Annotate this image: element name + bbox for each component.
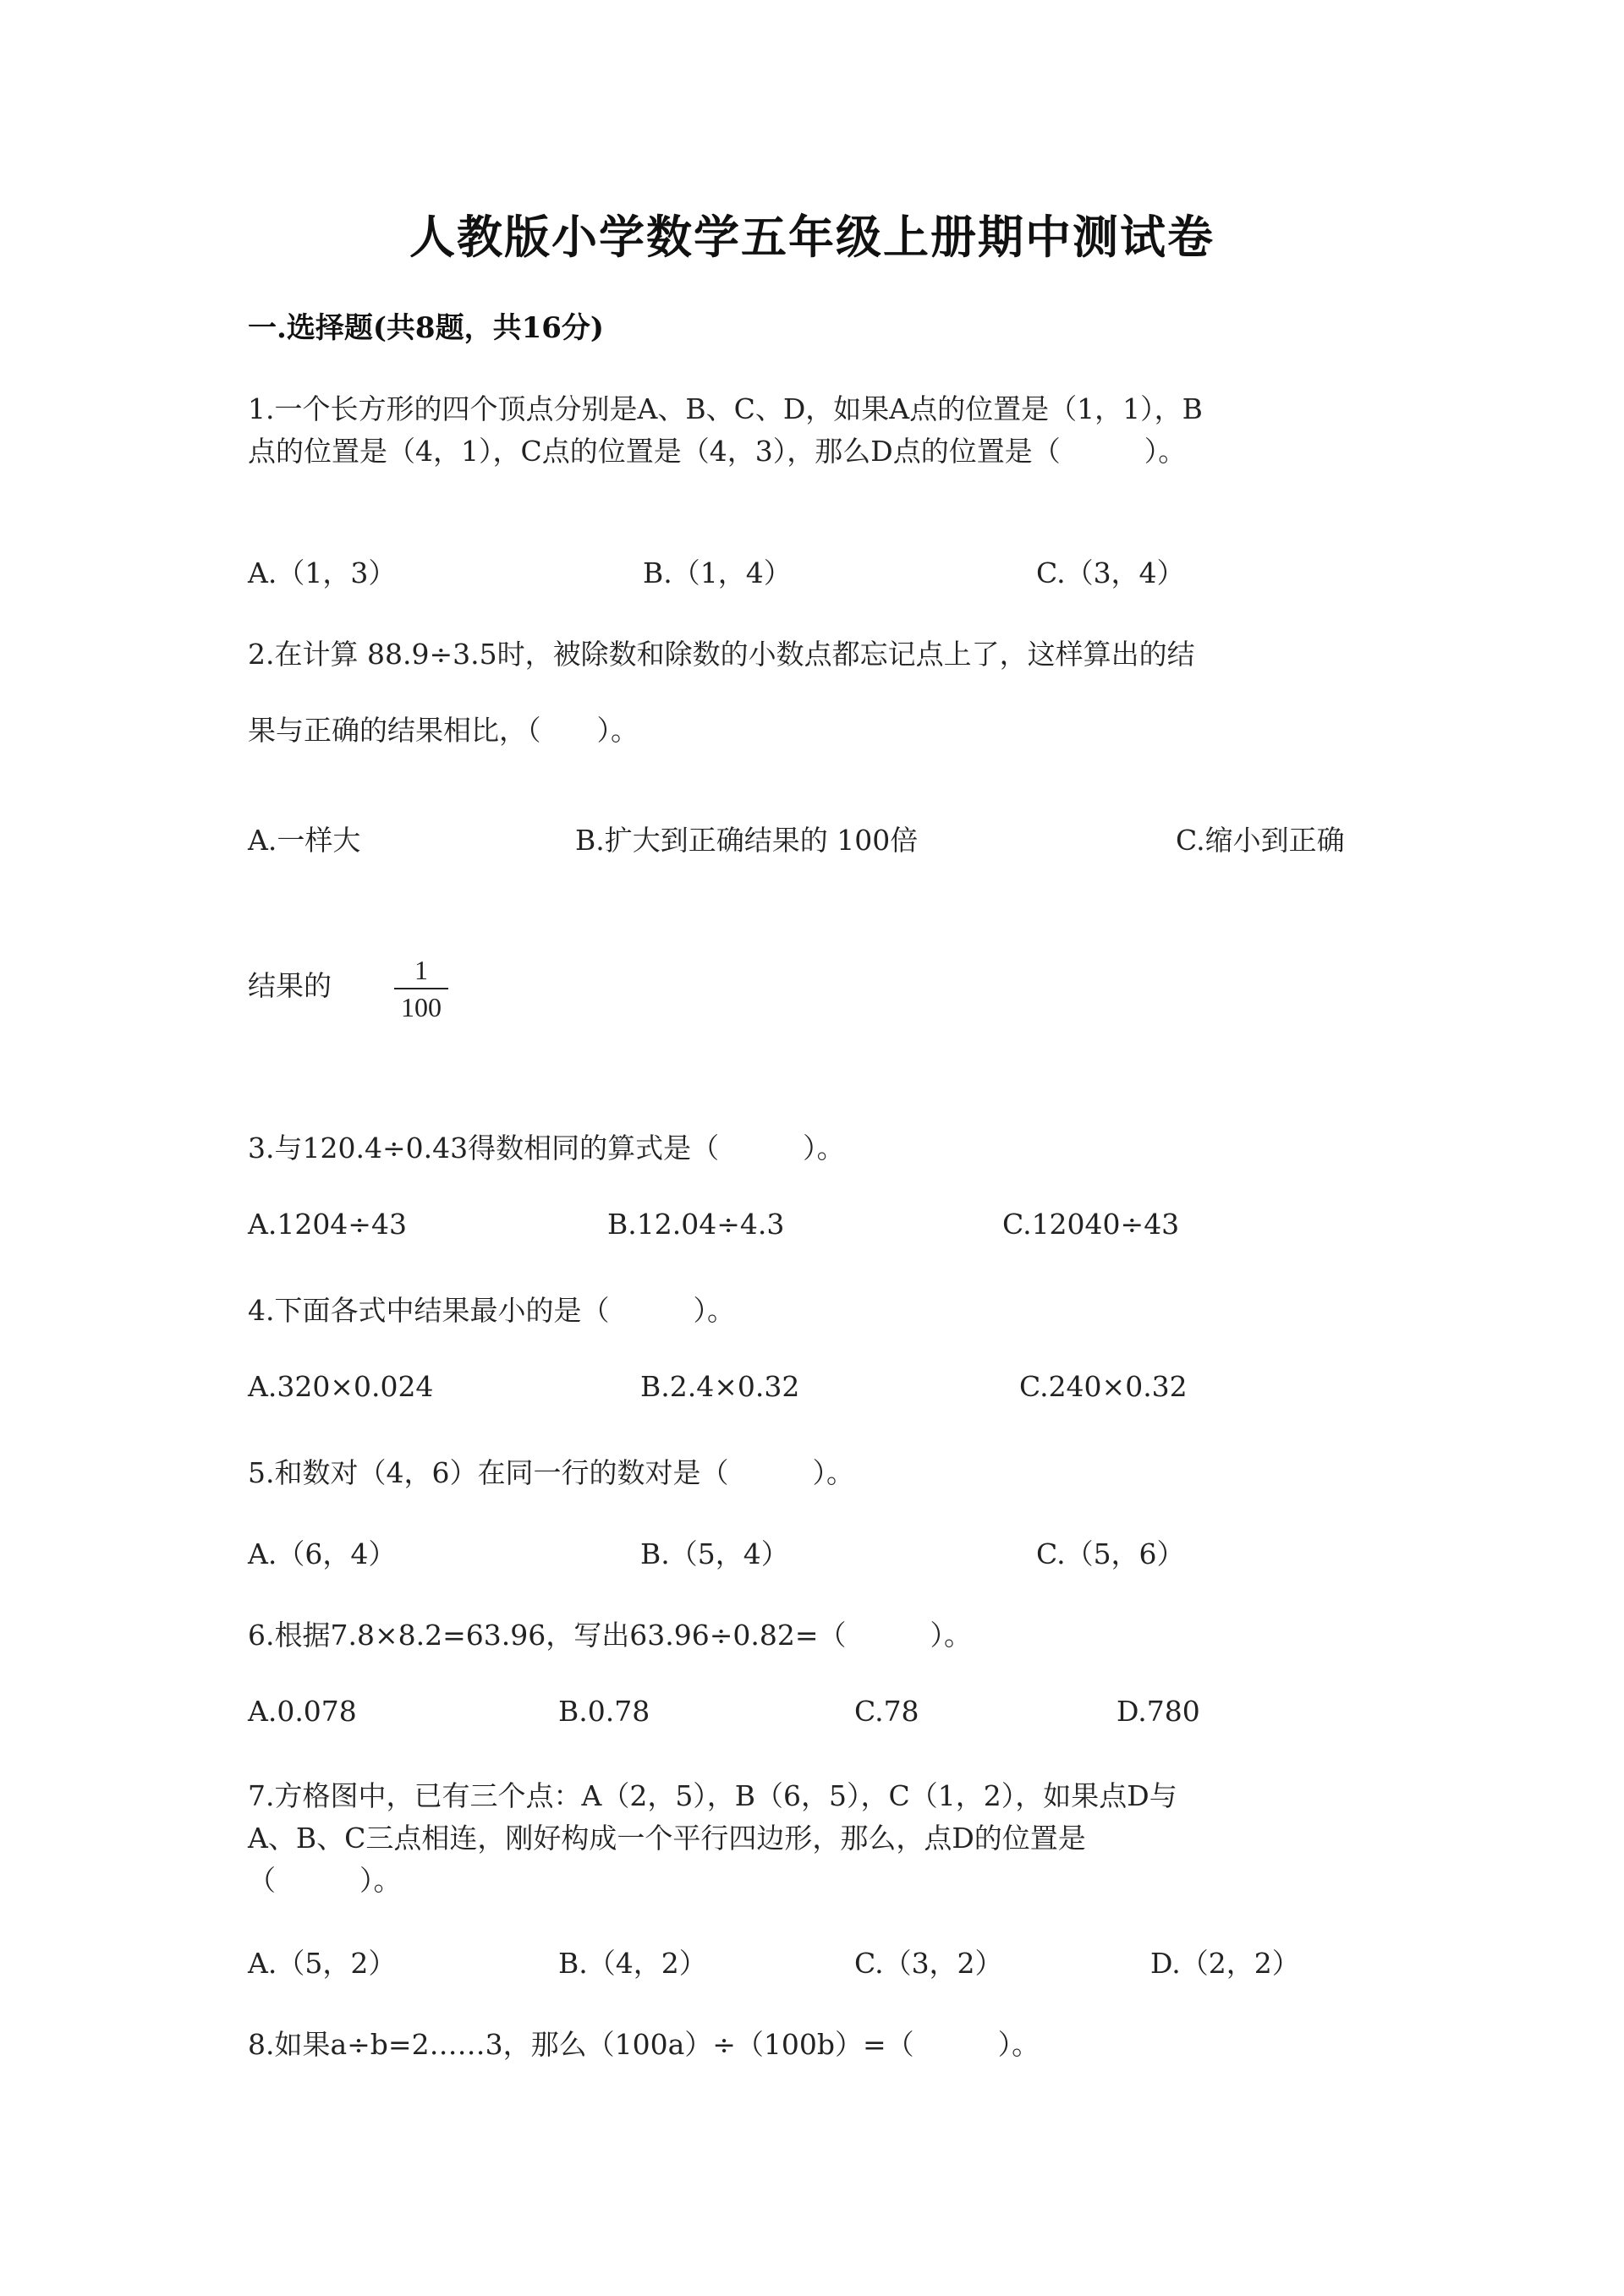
question-2-option-c-continuation: 结果的	[248, 969, 332, 1002]
question-4-option-b: B.2.4×0.32	[640, 1370, 800, 1403]
question-7-line-3: （ ）。	[248, 1864, 402, 1897]
question-4-option-c: C.240×0.32	[1019, 1370, 1188, 1403]
question-4-option-a: A.320×0.024	[248, 1370, 434, 1403]
question-8-line-1: 8.如果a÷b=2……3，那么（100a）÷（100b）=（ ）。	[248, 2028, 1040, 2061]
question-5-option-b: B.（5，4）	[640, 1537, 789, 1570]
question-6-option-b: B.0.78	[558, 1695, 650, 1728]
question-7-line-2: A、B、C三点相连，刚好构成一个平行四边形，那么，点D的位置是	[248, 1822, 1086, 1855]
page-title: 人教版小学数学五年级上册期中测试卷	[409, 210, 1215, 264]
fraction-denominator: 100	[401, 992, 442, 1022]
question-6-line-1: 6.根据7.8×8.2=63.96，写出63.96÷0.82=（ ）。	[248, 1619, 972, 1652]
question-2-option-c: C.缩小到正确	[1176, 824, 1345, 857]
question-2-option-b: B.扩大到正确结果的 100倍	[575, 824, 919, 857]
question-1-line-1: 1.一个长方形的四个顶点分别是A、B、C、D，如果A点的位置是（1，1），B	[248, 392, 1203, 425]
question-7-line-1: 7.方格图中，已有三个点：A（2，5），B（6，5），C（1，2），如果点D与	[248, 1779, 1177, 1812]
fraction-one-hundredth	[394, 954, 448, 1023]
question-4-line-1: 4.下面各式中结果最小的是（ ）。	[248, 1294, 735, 1327]
question-7-option-a: A.（5，2）	[248, 1947, 397, 1980]
question-2-line-2: 果与正确的结果相比，（ ）。	[248, 714, 639, 747]
question-6-option-d: D.780	[1116, 1695, 1200, 1728]
fraction-bar	[394, 988, 448, 989]
question-5-line-1: 5.和数对（4，6）在同一行的数对是（ ）。	[248, 1456, 854, 1489]
question-3-option-c: C.12040÷43	[1002, 1208, 1180, 1241]
question-5-option-c: C.（5，6）	[1036, 1537, 1185, 1570]
fraction-numerator: 1	[414, 955, 428, 985]
question-5-option-a: A.（6，4）	[248, 1537, 397, 1570]
question-3-option-a: A.1204÷43	[248, 1208, 407, 1241]
question-7-option-b: B.（4，2）	[558, 1947, 707, 1980]
question-1-option-a: A.（1，3）	[248, 556, 397, 589]
question-7-option-d: D.（2，2）	[1150, 1947, 1300, 1980]
question-3-option-b: B.12.04÷4.3	[607, 1208, 785, 1241]
question-1-option-c: C.（3，4）	[1036, 556, 1185, 589]
question-2-line-1: 2.在计算 88.9÷3.5时，被除数和除数的小数点都忘记点上了，这样算出的结	[248, 638, 1195, 671]
section-heading: 一.选择题(共8题，共16分)	[248, 311, 604, 345]
question-3-line-1: 3.与120.4÷0.43得数相同的算式是（ ）。	[248, 1132, 845, 1164]
question-1-option-b: B.（1，4）	[643, 556, 792, 589]
question-7-option-c: C.（3，2）	[854, 1947, 1003, 1980]
question-6-option-a: A.0.078	[248, 1695, 357, 1728]
question-6-option-c: C.78	[854, 1695, 919, 1728]
question-2-option-a: A.一样大	[248, 824, 361, 857]
question-1-line-2: 点的位置是（4，1），C点的位置是（4，3），那么D点的位置是（ ）。	[248, 435, 1187, 468]
